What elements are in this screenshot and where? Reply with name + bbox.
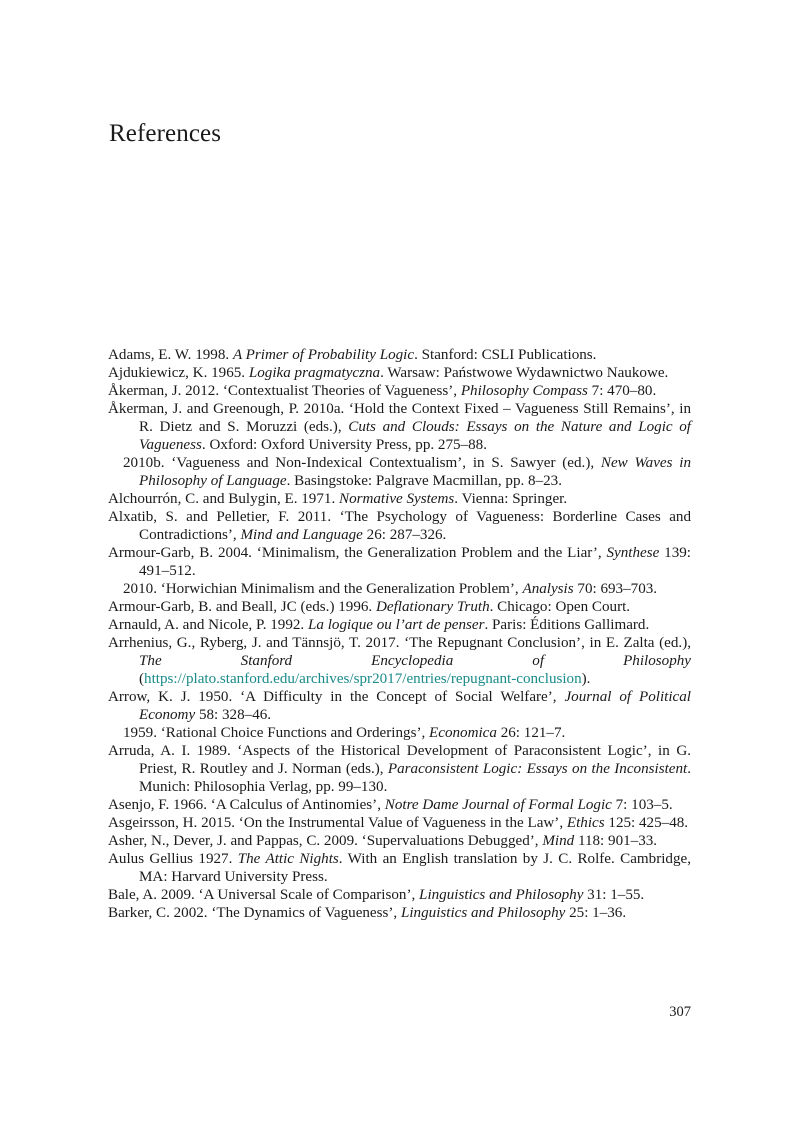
reference-text: 118: 901–33. <box>574 833 658 849</box>
reference-text: 58: 328–46. <box>195 707 272 723</box>
reference-entry <box>108 814 691 832</box>
reference-entry <box>108 850 691 886</box>
reference-entry <box>108 796 691 814</box>
reference-text: 25: 1–36. <box>565 905 627 921</box>
reference-title: Logika pragmatyczna <box>248 365 381 381</box>
reference-entry <box>108 742 691 796</box>
reference-text: . Basingstoke: Palgrave Macmillan, pp. 8–23. <box>286 473 562 489</box>
reference-text: 26: 287–326. <box>362 527 447 543</box>
reference-title: The Attic Nights <box>237 851 339 867</box>
reference-title: New Waves in Philosophy of Language <box>139 455 691 489</box>
reference-entry <box>108 544 691 580</box>
reference-text: Asher, N., Dever, J. and Pappas, C. 2009. ‘Supervaluations Debugged’, <box>108 833 543 849</box>
reference-entry <box>108 616 691 634</box>
reference-text: Alxatib, S. and Pelletier, F. 2011. ‘The Psychology of Vagueness: Borderline Cases and Contradictions’, <box>108 509 691 543</box>
reference-title: Mind and Language <box>240 527 363 543</box>
reference-text: 7: 103–5. <box>611 797 673 813</box>
reference-text: Armour-Garb, B. 2004. ‘Minimalism, the Generalization Problem and the Liar’, <box>108 545 607 561</box>
reference-title: The Stanford Encyclopedia of Philosophy <box>139 653 691 669</box>
reference-title: Economica <box>429 725 497 741</box>
reference-entry <box>108 634 691 688</box>
reference-text: . Stanford: CSLI Publications. <box>414 347 597 363</box>
reference-entry <box>108 904 691 922</box>
reference-text: Åkerman, J. and Greenough, P. 2010a. ‘Hold the Context Fixed – Vagueness Still Remains’, in R. Dietz and S. Moruzzi (eds.), <box>108 401 691 435</box>
reference-title: A Primer of Probability Logic <box>232 347 415 363</box>
reference-text: 70: 693–703. <box>573 581 658 597</box>
reference-text: Arnauld, A. and Nicole, P. 1992. <box>108 617 308 633</box>
reference-entry <box>108 400 691 454</box>
reference-text: Arrhenius, G., Ryberg, J. and Tännsjö, T. 2017. ‘The Repugnant Conclusion’, in E. Zalta (ed.), <box>108 635 691 651</box>
page-title: References <box>109 120 222 147</box>
reference-entry <box>108 490 691 508</box>
reference-text: ( <box>139 671 145 687</box>
reference-text: Barker, C. 2002. ‘The Dynamics of Vagueness’, <box>108 905 401 921</box>
reference-text: Bale, A. 2009. ‘A Universal Scale of Comparison’, <box>108 887 420 903</box>
reference-text: 2010. ‘Horwichian Minimalism and the Generalization Problem’, <box>123 581 523 597</box>
reference-text: . Vienna: Springer. <box>454 491 568 507</box>
reference-text: 7: 470–80. <box>587 383 657 399</box>
reference-text: 1959. ‘Rational Choice Functions and Orderings’, <box>123 725 430 741</box>
reference-entry <box>108 580 691 598</box>
reference-entry <box>108 508 691 544</box>
reference-text: Armour-Garb, B. and Beall, JC (eds.) 1996. <box>108 599 376 615</box>
reference-title: Paraconsistent Logic: Essays on the Inconsistent <box>387 761 688 777</box>
reference-entry <box>108 598 691 616</box>
reference-title: Deflationary Truth <box>375 599 490 615</box>
reference-text: . Warsaw: Państwowe Wydawnictwo Naukowe. <box>380 365 669 381</box>
reference-entry <box>108 724 691 742</box>
reference-text: . Oxford: Oxford University Press, pp. 275–88. <box>201 437 487 453</box>
reference-title: Analysis <box>522 581 574 597</box>
reference-title: Philosophy Compass <box>460 383 588 399</box>
reference-title: Synthese <box>606 545 660 561</box>
reference-text: 26: 121–7. <box>496 725 566 741</box>
reference-title: Linguistics and Philosophy <box>419 887 584 903</box>
reference-text: Aulus Gellius 1927. <box>108 851 238 867</box>
reference-text: 125: 425–48. <box>604 815 689 831</box>
reference-text: . Munich: Philosophia Verlag, pp. 99–130. <box>139 761 691 795</box>
reference-text: Asenjo, F. 1966. ‘A Calculus of Antinomies’, <box>108 797 385 813</box>
reference-title: La logique ou l’art de penser <box>307 617 485 633</box>
reference-entry <box>108 832 691 850</box>
reference-text: 139: 491–512. <box>139 545 691 579</box>
reference-text: 2010b. ‘Vagueness and Non-Indexical Contextualism’, in S. Sawyer (ed.), <box>123 455 601 471</box>
reference-title: Linguistics and Philosophy <box>400 905 566 921</box>
reference-text: Arrow, K. J. 1950. ‘A Difficulty in the Concept of Social Welfare’, <box>108 689 565 705</box>
reference-text: Åkerman, J. 2012. ‘Contextualist Theories of Vagueness’, <box>108 383 461 399</box>
reference-text: 31: 1–55. <box>583 887 645 903</box>
reference-title: Cuts and Clouds: Essays on the Nature and Logic of Vagueness <box>139 419 691 453</box>
reference-title: Normative Systems <box>339 491 455 507</box>
reference-entry <box>108 346 691 364</box>
reference-title: Mind <box>542 833 575 849</box>
page-number: 307 <box>669 1004 691 1020</box>
reference-text: . Chicago: Open Court. <box>489 599 631 615</box>
reference-text: . With an English translation by J. C. Rolfe. Cambridge, MA: Harvard University Press. <box>139 851 691 885</box>
reference-list <box>108 346 691 922</box>
reference-text: Asgeirsson, H. 2015. ‘On the Instrumental Value of Vagueness in the Law’, <box>108 815 567 831</box>
reference-text: Ajdukiewicz, K. 1965. <box>108 365 249 381</box>
reference-entry <box>108 688 691 724</box>
reference-entry <box>108 364 691 382</box>
reference-text: Adams, E. W. 1998. <box>108 347 233 363</box>
reference-entry <box>108 454 691 490</box>
reference-text: Alchourrón, C. and Bulygin, E. 1971. <box>108 491 339 507</box>
reference-text: . Paris: Éditions Gallimard. <box>484 617 650 633</box>
reference-text: Arruda, A. I. 1989. ‘Aspects of the Historical Development of Paraconsistent Logic’, in G. Priest, R. Routley and J. Norman (eds.), <box>108 743 691 777</box>
reference-entry <box>108 886 691 904</box>
reference-title: Ethics <box>566 815 605 831</box>
reference-text: ). <box>581 671 591 687</box>
reference-url-link[interactable]: https://plato.stanford.edu/archives/spr2017/entries/repugnant-conclusion <box>144 671 582 687</box>
reference-title: Notre Dame Journal of Formal Logic <box>384 797 612 813</box>
reference-title: Journal of Political Economy <box>139 689 691 723</box>
reference-entry <box>108 382 691 400</box>
